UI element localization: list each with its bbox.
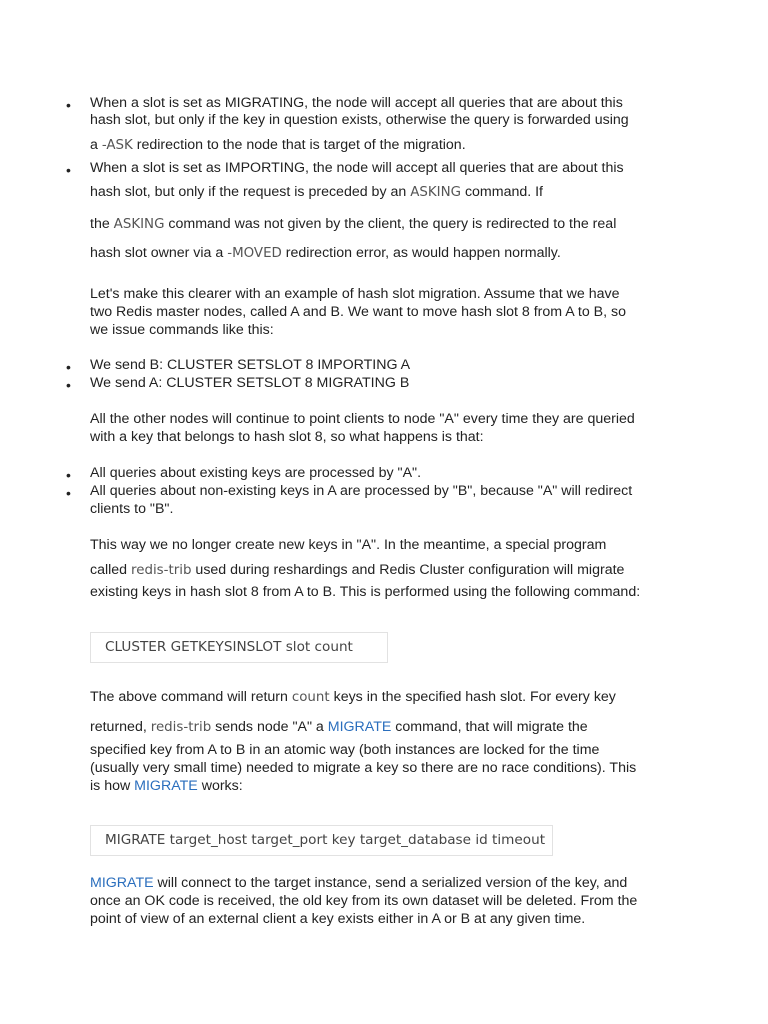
list-item-text: hash slot, but only if the key in question exists, otherwise the query is forwarded using xyxy=(90,112,629,128)
bullet-marker: • xyxy=(66,162,71,178)
list-item-text: hash slot, but only if the request is preceded by an ASKING command. If xyxy=(90,184,544,200)
migrate-link[interactable]: MIGRATE xyxy=(327,719,392,735)
bullet-marker: • xyxy=(66,485,71,501)
code-block xyxy=(90,632,388,663)
paragraph-line: existing keys in hash slot 8 from A to B. This is performed using the following command: xyxy=(90,584,641,600)
bullet-marker: • xyxy=(66,359,71,375)
list-item-text: the ASKING command was not given by the client, the query is redirected to the real xyxy=(90,216,617,232)
code-text: CLUSTER GETKEYSINSLOT slot count xyxy=(105,639,353,655)
list-item-text: We send B: CLUSTER SETSLOT 8 IMPORTING A xyxy=(90,357,411,373)
paragraph-line: once an OK code is received, the old key from its own dataset will be deleted. From the xyxy=(90,893,638,909)
paragraph-line: This way we no longer create new keys in "A". In the meantime, a special program xyxy=(90,537,607,553)
list-item-text: All queries about existing keys are processed by "A". xyxy=(90,465,422,481)
paragraph-line: All the other nodes will continue to point clients to node "A" every time they are queried xyxy=(90,411,635,427)
bullet-marker: • xyxy=(66,97,71,113)
paragraph-line: specified key from A to B in an atomic way (both instances are locked for the time xyxy=(90,742,600,758)
migrate-link[interactable]: MIGRATE xyxy=(90,875,154,891)
inline-code: -MOVED xyxy=(227,246,282,261)
paragraph-line: returned, redis-trib sends node "A" a MIGRATE command, that will migrate the xyxy=(90,719,588,735)
paragraph-line: with a key that belongs to hash slot 8, so what happens is that: xyxy=(90,429,484,445)
bullet-marker: • xyxy=(66,467,71,483)
list-item-text: a -ASK redirection to the node that is target of the migration. xyxy=(90,137,466,153)
list-item-text: hash slot owner via a -MOVED redirection error, as would happen normally. xyxy=(90,245,561,261)
paragraph-line: Let's make this clearer with an example of hash slot migration. Assume that we have xyxy=(90,286,620,302)
paragraph-line: we issue commands like this: xyxy=(90,322,274,338)
inline-code: redis-trib xyxy=(150,720,212,735)
migrate-link[interactable]: MIGRATE xyxy=(134,778,198,794)
inline-code: -ASK xyxy=(101,138,133,153)
inline-code: redis-trib xyxy=(131,563,192,578)
bullet-marker: • xyxy=(66,377,71,393)
code-block xyxy=(90,825,553,856)
inline-code: ASKING xyxy=(410,185,461,200)
paragraph-line: called redis-trib used during reshardings and Redis Cluster configuration will migrate xyxy=(90,562,625,578)
paragraph-line: The above command will return count keys in the specified hash slot. For every key xyxy=(90,689,616,705)
inline-code: ASKING xyxy=(113,217,165,232)
paragraph-line: (usually very small time) needed to migrate a key so there are no race conditions). This xyxy=(90,760,637,776)
paragraph-line: two Redis master nodes, called A and B. We want to move hash slot 8 from A to B, so xyxy=(90,304,626,320)
list-item-text: When a slot is set as MIGRATING, the node will accept all queries that are about this xyxy=(90,95,623,111)
list-item-text: All queries about non-existing keys in A are processed by "B", because "A" will redirect xyxy=(90,483,633,499)
paragraph-line: is how MIGRATE works: xyxy=(90,778,243,794)
list-item-text: clients to "B". xyxy=(90,501,174,517)
inline-code: count xyxy=(291,690,330,705)
code-text: MIGRATE target_host target_port key target_database id timeout xyxy=(105,832,546,848)
paragraph-line: point of view of an external client a key exists either in A or B at any given time. xyxy=(90,911,586,927)
list-item-text: When a slot is set as IMPORTING, the node will accept all queries that are about this xyxy=(90,160,624,176)
list-item-text: We send A: CLUSTER SETSLOT 8 MIGRATING B xyxy=(90,375,410,391)
paragraph-line: MIGRATE will connect to the target instance, send a serialized version of the key, and xyxy=(90,875,628,891)
